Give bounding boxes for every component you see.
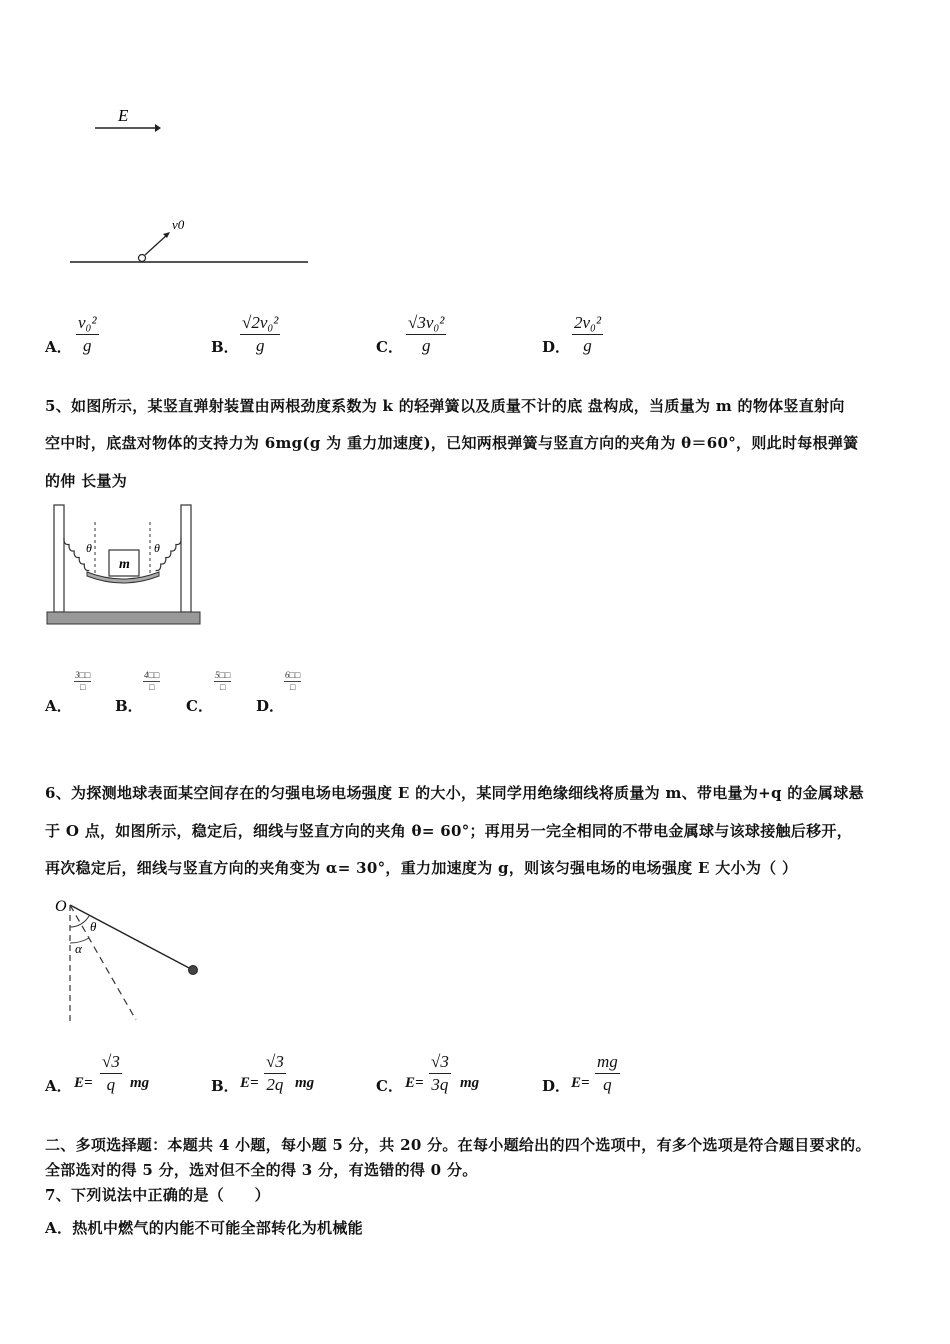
- q6-option-a-letter: A．: [45, 1077, 72, 1095]
- fraction-denominator: □: [148, 682, 155, 692]
- q4-option-b-fraction: [240, 312, 280, 357]
- q6-option-d-letter: D．: [542, 1077, 571, 1095]
- field-label: E: [118, 106, 129, 125]
- fraction-numerator: 5□□: [215, 670, 231, 680]
- q6-option-d-prefix: E=: [571, 1075, 590, 1091]
- q6-option-d-fraction: [595, 1051, 620, 1096]
- q5-line-3: 的伸 长量为: [45, 472, 128, 490]
- fraction-numerator: 3□□: [75, 670, 91, 680]
- left-theta-label: θ: [86, 541, 92, 555]
- fraction-denominator: □: [219, 682, 226, 692]
- alpha-label: α: [75, 941, 82, 956]
- fraction-denominator: 2q: [266, 1075, 284, 1094]
- q4-option-d-fraction: [572, 312, 603, 357]
- q5-option-b-letter: B．: [115, 697, 143, 715]
- fraction-numerator: √3: [100, 1051, 122, 1074]
- theta-label: θ: [90, 919, 97, 934]
- base-plate: [47, 612, 200, 624]
- q5-line-2: 空中时，底盘对物体的支持力为 6mg(g 为 重力加速度)，已知两根弹簧与竖直方向的夹角为 θ＝60°，则此时每根弹簧: [45, 434, 859, 452]
- q6-option-c-fraction: [429, 1051, 451, 1096]
- q4-option-c-fraction: [406, 312, 446, 357]
- left-post: [54, 505, 64, 612]
- q5-option-b-fraction: [143, 670, 160, 693]
- q7-stem: 7、下列说法中正确的是（ ）: [45, 1186, 270, 1204]
- q5-option-c-letter: C．: [186, 697, 213, 715]
- q5-option-a-letter: A．: [45, 697, 72, 715]
- q6-option-b-letter: B．: [211, 1077, 239, 1095]
- pendulum-ball: [189, 966, 198, 975]
- q6-option-a-fraction: [100, 1051, 122, 1096]
- fraction-denominator: g: [255, 336, 265, 355]
- q6-option-c-prefix: E=: [405, 1075, 424, 1091]
- fraction-numerator: √3: [264, 1051, 286, 1074]
- fraction-denominator: g: [583, 336, 592, 355]
- q5-figure: [45, 500, 205, 630]
- q6-option-a-prefix: E=: [74, 1075, 93, 1091]
- fraction-numerator: √2v₀²: [240, 312, 280, 335]
- q5-option-c-fraction: [214, 670, 231, 693]
- q4-option-a-letter: A．: [45, 338, 72, 356]
- q5-option-a-fraction: [74, 670, 91, 693]
- q6-option-b-fraction: [264, 1051, 286, 1096]
- right-post: [181, 505, 191, 612]
- ball: [139, 255, 146, 262]
- velocity-label: v0: [172, 217, 185, 232]
- section2-heading-line-1: 二、多项选择题：本题共 4 小题，每小题 5 分，共 20 分。在每小题给出的四个选项中，有多个选项是符合题目要求的。: [45, 1136, 871, 1154]
- fraction-numerator: 6□□: [285, 670, 301, 680]
- fraction-denominator: □: [289, 682, 296, 692]
- fraction-numerator: √3: [429, 1051, 451, 1074]
- q6-line-2: 于 O 点，如图所示，稳定后，细线与竖直方向的夹角 θ= 60°；再用另一完全相同的不带电金属球与该球接触后移开，: [45, 822, 853, 840]
- mass-label: m: [119, 557, 130, 572]
- q6-line-1: 6、为探测地球表面某空间存在的匀强电场电场强度 E 的大小，某同学用绝缘细线将质量为 m、带电量为+q 的金属球悬: [45, 784, 864, 802]
- fraction-numerator: mg: [595, 1051, 620, 1074]
- pivot-label: O: [55, 898, 67, 915]
- section2-heading-line-2: 全部选对的得 5 分，选对但不全的得 3 分，有选错的得 0 分。: [45, 1161, 478, 1179]
- q6-option-b-suffix: mg: [295, 1075, 315, 1091]
- fraction-denominator: g: [421, 336, 431, 355]
- fraction-numerator: v₀²: [76, 312, 99, 335]
- q6-option-c-letter: C．: [376, 1077, 403, 1095]
- q4-option-d-letter: D．: [542, 338, 571, 356]
- fraction-denominator: □: [79, 682, 86, 692]
- field-arrow-head: [155, 124, 161, 132]
- q6-option-b-prefix: E=: [240, 1075, 259, 1091]
- fraction-numerator: 4□□: [144, 670, 160, 680]
- q4-option-c-letter: C．: [376, 338, 403, 356]
- q6-option-c-suffix: mg: [460, 1075, 480, 1091]
- fraction-denominator: g: [83, 336, 92, 355]
- q5-option-d-fraction: [284, 670, 301, 693]
- fraction-numerator: √3v₀²: [406, 312, 446, 335]
- q6-line-3: 再次稳定后，细线与竖直方向的夹角变为 α= 30°，重力加速度为 g，则该匀强电场的电场强度 E 大小为（ ）: [45, 859, 798, 877]
- velocity-arrow: [145, 234, 168, 255]
- fraction-denominator: 3q: [431, 1075, 449, 1094]
- theta-arc: [70, 916, 89, 927]
- q6-option-a-suffix: mg: [130, 1075, 150, 1091]
- q5-option-d-letter: D．: [256, 697, 285, 715]
- q6-figure: [50, 893, 210, 1028]
- fraction-denominator: q: [106, 1075, 116, 1094]
- q4-option-b-letter: B．: [211, 338, 239, 356]
- q5-line-1: 5、如图所示，某竖直弹射装置由两根劲度系数为 k 的轻弹簧以及质量不计的底 盘构成，当质量为 m 的物体竖直射向: [45, 397, 845, 415]
- right-theta-label: θ: [154, 541, 160, 555]
- fraction-numerator: 2v₀²: [572, 312, 603, 335]
- q4-figure: [60, 95, 320, 270]
- fraction-denominator: q: [603, 1075, 612, 1094]
- q7-option-a: A．热机中燃气的内能不可能全部转化为机械能: [45, 1219, 363, 1237]
- q4-option-a-fraction: [76, 312, 99, 357]
